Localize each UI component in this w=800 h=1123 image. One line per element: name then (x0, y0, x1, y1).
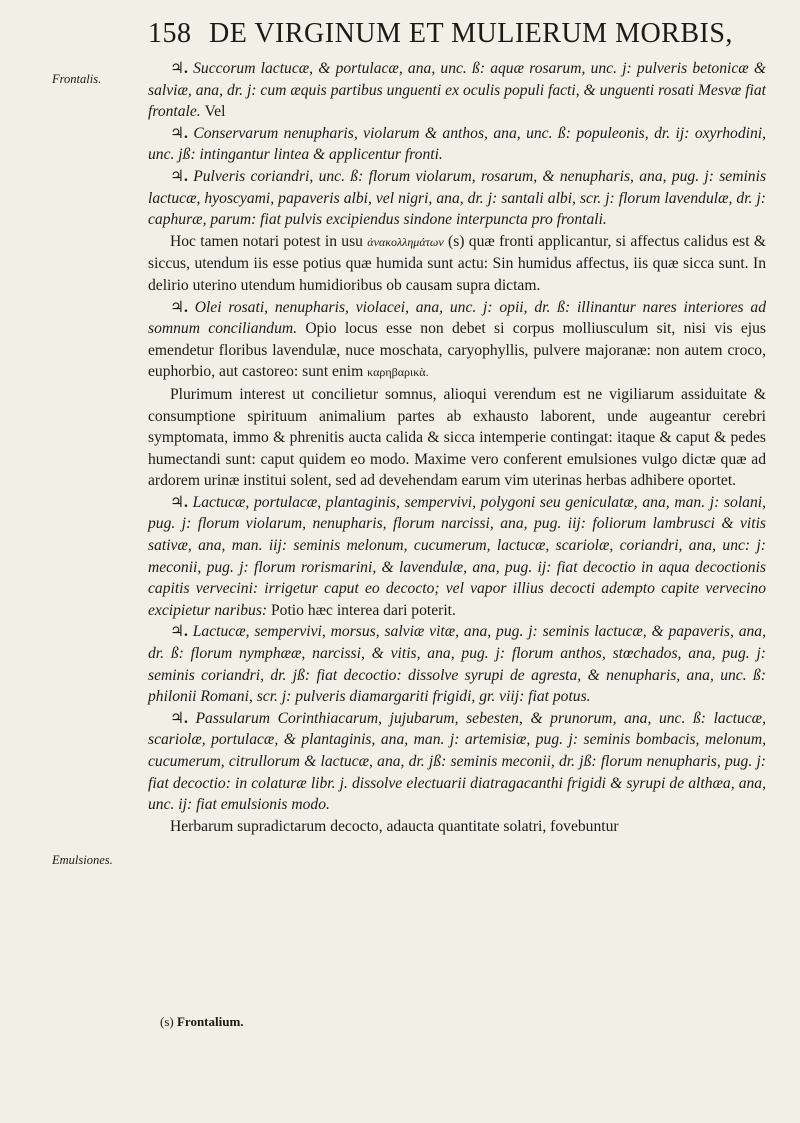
paragraph-frontalium-note: Hoc tamen notari potest in usu ἀνακολλημάτων (s) quæ fronti applicantur, si affectus calidus est & siccus, utendum iis esse potius quæ humida sunt actu: Sin humidus affectus, iis quæ sicca sunt. In delirio uterino utendum humidioribus ob causam supra dictam. (148, 232, 766, 294)
running-header (148, 18, 768, 50)
margin-note-frontalis: Frontalis. (52, 72, 102, 86)
margin-note-emulsiones: Emulsiones. (52, 853, 113, 867)
recipe-decoctio: ♃. Lactucæ, portulacæ, plantaginis, sempervivi, polygoni seu geniculatæ, ana, man. j: solani, pug. j: florum violarum, nenupharis, florum narcissi, ana, pug. iij: foliorum lambrusci & vitis sativæ, ana, man. iij: seminis melonum, cucumerum, lactucæ, scariolæ, coriandri, ana, unc: j: meconii, pug. j: florum rorismarini, & lavendulæ, ana, pug. ij: fiat decoctio in aqua decoctionis capitis vervecini: irrigetur caput eo decocto; vel vapor illius decocti adempto capite vervecino excipietur naribus: Potio hæc interea dari poterit. (148, 493, 766, 619)
paragraph-somnus: Plurimum interest ut concilietur somnus, alioqui verendum est ne vigiliarum assiduitate & consumptione spirituum animalium partes ab exhausto laborent, unde augeantur cerebri symptomata, immo & phrenitis aucta calida & sicca intemperie contingat: itaque & caput & pedes humectandi sunt: caput quidem eo modo. Maxime vero conferent emulsiones vulgo dictæ quæ ad ardorem urinæ institui solent, sed ad devehendam earum vim uterinas herbas adhibere oportet. (148, 385, 766, 490)
recipe-frontale-1: ♃. Succorum lactucæ, & portulacæ, ana, unc. ß: aquæ rosarum, unc. j: pulveris betonicæ & salviæ, ana, dr. j: cum æquis partibus unguenti ex oculis populi facti, & unguenti rosati Mesvæ fiat frontale. Vel (148, 60, 766, 121)
recipe-symbol: ♃. (170, 124, 188, 142)
footnote-mark: (s) (160, 1014, 174, 1029)
recipe-frontale-3: ♃. Pulveris coriandri, unc. ß: florum violarum, rosarum, & nenupharis, ana, pug. j: seminis lactucæ, hyoscyami, papaveris albi, vel nigri, ana, dr. j: santali albi, scr. j: florum lavendulæ, dr. j: caphuræ, parum: fiat pulvis excipiendus sindone interpuncta pro frontali. (148, 167, 767, 229)
footnote (160, 1014, 244, 1030)
running-title: DE VIRGINUM ET MULIERUM MORBIS, (209, 18, 733, 49)
footnote-reference: (s) (448, 232, 465, 250)
recipe-symbol: ♃. (170, 60, 188, 77)
footnote-text: Frontalium. (176, 1014, 244, 1029)
recipe-frontale-2: ♃. Conservarum nenupharis, violarum & anthos, ana, unc. ß: populeonis, dr. ij: oxyrhodini, unc. jß: intingantur lintea & applicentur fronti. (148, 124, 766, 164)
main-text (148, 58, 766, 837)
recipe-somnus: ♃. Olei rosati, nenupharis, violacei, ana, unc. j: opii, dr. ß: illinantur nares interiores ad somnum conciliandum. Opio locus esse non debet si corpus molliusculum sit, nisi vis ejus emendetur floribus lavendulæ, nuce moschata, caryophyllis, pulvere majoranæ: non autem croco, euphorbio, aut castoreo: sunt enim καρηβαρικὰ. (148, 298, 766, 381)
recipe-emulsio: ♃. Passularum Corinthiacarum, jujubarum, sebesten, & prunorum, ana, unc. ß: lactucæ, scariolæ, portulacæ, & plantaginis, ana, man. j: artemisiæ, pug. j: seminis bombacis, melonum, cucumerum, citrullorum & lactucæ, ana, dr. jß: seminis meconii, dr. jß: florum nenupharis, pug. j: fiat decoctio: in colaturæ libr. j. dissolve electuarii diatragacanthi frigidi & syrupi de althæa, ana, unc. ij: fiat emulsionis modo. (148, 709, 766, 814)
greek-term: ἀνακολλημάτων (367, 234, 444, 249)
recipe-symbol: ♃. (170, 623, 188, 641)
recipe-symbol: ♃. (170, 167, 188, 185)
greek-term: καρηβαρικὰ. (367, 365, 429, 380)
recipe-symbol: ♃. (170, 709, 188, 727)
recipe-potio: ♃. Lactucæ, sempervivi, morsus, salviæ vitæ, ana, pug. j: seminis lactucæ, & papaveris, ana, dr. ß: florum nymphææ, narcissi, & vitis, ana, pug. j: florum anthos, stœchados, ana, pug. j: seminis coriandri, dr. jß: fiat decoctio: dissolve syrupi de agresta, & nenupharis, ana, unc. ß: philonii Romani, scr. j: pulveris diamargariti frigidi, gr. viij: fiat potus. (148, 623, 766, 706)
page-number: 158 (148, 18, 192, 49)
recipe-symbol: ♃. (170, 493, 188, 511)
recipe-symbol: ♃. (170, 298, 188, 316)
paragraph-herbarum: Herbarum supradictarum decocto, adaucta quantitate solatri, fovebuntur (170, 817, 619, 835)
